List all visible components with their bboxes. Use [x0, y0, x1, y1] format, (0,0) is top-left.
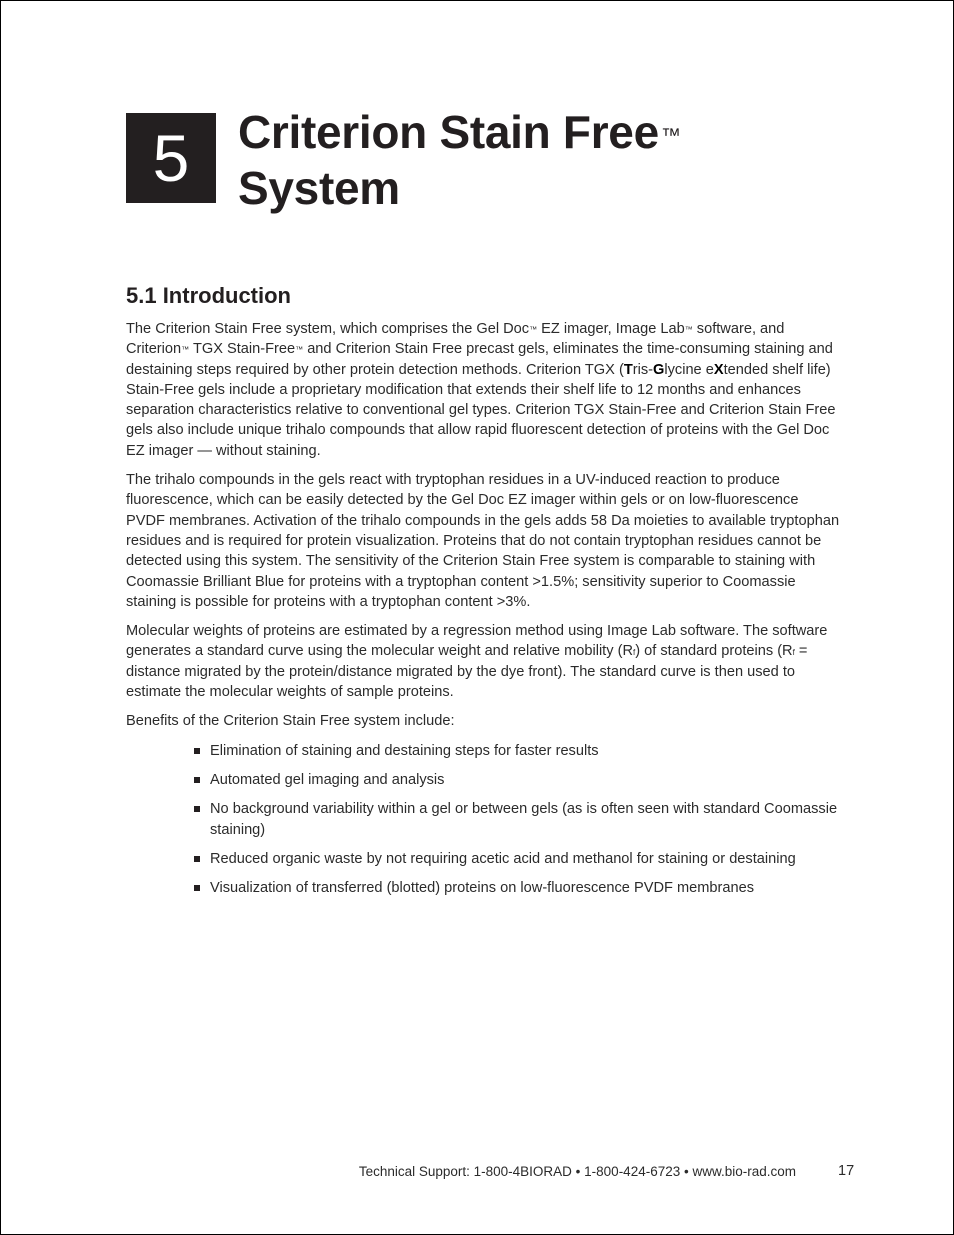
list-item: Automated gel imaging and analysis — [210, 770, 841, 790]
list-item: Elimination of staining and destaining steps for faster results — [210, 741, 841, 761]
list-item: Visualization of transferred (blotted) proteins on low-fluorescence PVDF membranes — [210, 878, 841, 898]
page-number: 17 — [838, 1163, 855, 1179]
chapter-title-line2: System — [238, 162, 400, 214]
bullet-icon — [194, 748, 200, 754]
chapter-title — [238, 104, 681, 216]
trademark-symbol: ™ — [660, 125, 681, 147]
bullet-icon — [194, 856, 200, 862]
section-heading: 5.1 Introduction — [126, 283, 291, 308]
paragraph-molecular-weight: Molecular weights of proteins are estimated by a regression method using Image Lab software. The software generates a standard curve using the molecular weight and relative mobility (Rf) of standard proteins (Rf = distance migrated by the protein/distance migrated by the dye front). The standard curve is then used to estimate the molecular weights of sample proteins. — [126, 623, 828, 701]
benefits-intro: Benefits of the Criterion Stain Free system include: — [126, 713, 455, 730]
chapter-number: 5 — [152, 121, 190, 195]
bullet-icon — [194, 806, 200, 812]
chapter-title-line1: Criterion Stain Free — [238, 106, 659, 158]
bullet-icon — [194, 777, 200, 783]
body-text — [126, 319, 841, 907]
paragraph-trihalo: The trihalo compounds in the gels react with tryptophan residues in a UV-induced reaction to produce fluorescence, which can be easily detected by the Gel Doc EZ imager within gels or on low-fluorescence PVDF membranes. Activation of the trihalo compounds in the gels adds 58 Da moieties to available tryptophan residues and is required for protein visualization. Proteins that do not contain tryptophan residues cannot be detected using this system. The sensitivity of the Criterion Stain Free system is comparable to staining with Coomassie Brilliant Blue for proteins with a tryptophan content >1.5%; sensitivity superior to Coomassie staining is possible for proteins with a tryptophan content >3%. — [126, 472, 840, 610]
list-item: Reduced organic waste by not requiring acetic acid and methanol for staining or destaining — [210, 849, 841, 869]
list-item: No background variability within a gel or between gels (as is often seen with standard Coomassie staining) — [210, 799, 841, 840]
bullet-icon — [194, 885, 200, 891]
benefits-list — [126, 741, 841, 899]
footer-support-text: Technical Support: 1-800-4BIORAD • 1-800-424-6723 • www.bio-rad.com — [358, 1164, 796, 1179]
chapter-number-box — [126, 113, 216, 203]
paragraph-intro: The Criterion Stain Free system, which comprises the Gel Doc™ EZ imager, Image Lab™ software, and Criterion™ TGX Stain-Free™ and Criterion Stain Free precast gels, eliminates the time-consuming staining and destaining steps required by other protein detection methods. Criterion TGX (Tris-Glycine eXtended shelf life) Stain-Free gels include a proprietary modification that extends their shelf life to 12 months and enhances separation characteristics relative to conventional gel types. Criterion TGX Stain-Free and Criterion Stain Free gels also include unique trihalo compounds that allow rapid fluorescent detection of proteins with the Gel Doc EZ imager — without staining. — [126, 321, 836, 459]
